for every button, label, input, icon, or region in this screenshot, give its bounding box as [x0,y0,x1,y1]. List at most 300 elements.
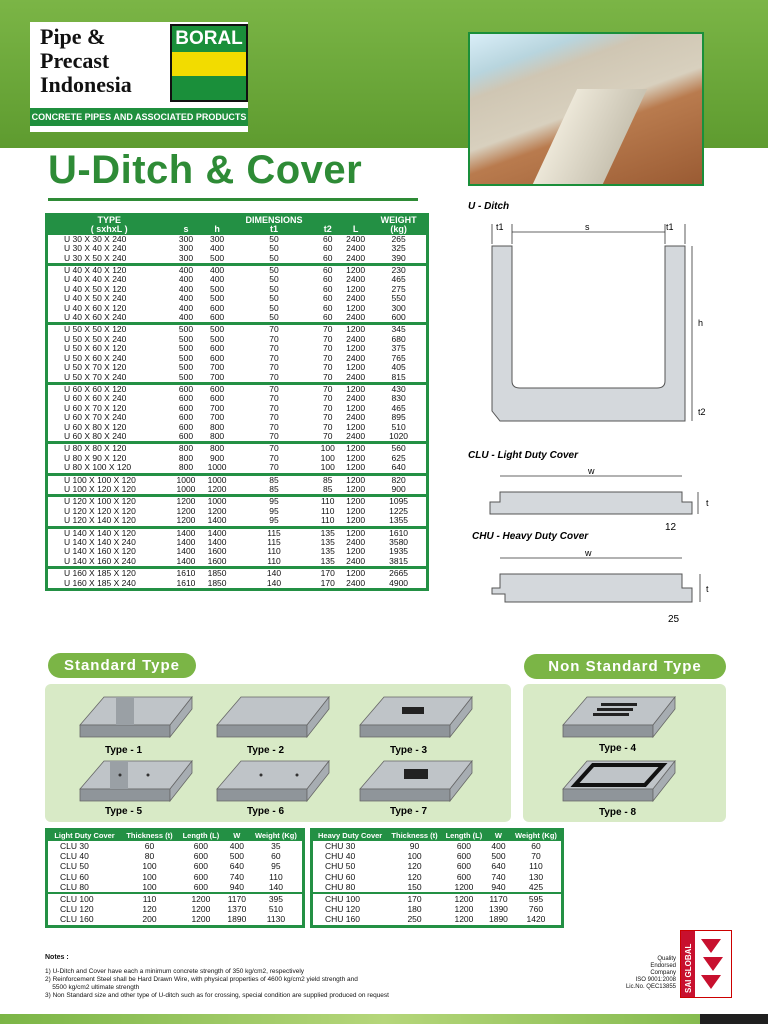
value-cell: 95 [233,496,316,507]
cover-value-cell: 640 [491,861,506,872]
brand-line-1: Pipe & [40,24,106,49]
value-cell: 1400 [176,555,196,566]
value-cell: 1600 [207,555,227,566]
value-cell: 1850 [202,568,233,579]
type-cell: U 120 X 100 X 120 [47,496,171,507]
type-cell: U 50 X 60 X 240 [64,352,127,363]
brand-line-3: Indonesia [40,72,132,97]
value-cell: 1020 [389,430,409,441]
value-cell: 1200 [346,421,366,432]
type-7-label: Type - 7 [390,806,428,817]
value-cell: 1200 [170,496,201,507]
value-cell: 135 [320,555,335,566]
heavy-header-thickness: Thickness (t) [387,830,442,842]
cover-type-cell: CHU 120 [325,904,360,915]
value-cell: 300 [178,252,194,263]
cover-value-cell: 600 [193,841,208,851]
value-cell: 800 [170,443,201,454]
cover-value-cell: 600 [456,871,472,882]
value-cell: 70 [315,324,340,335]
chu-label: CHU - Heavy Duty Cover [472,531,589,542]
value-cell: 1610 [371,527,427,538]
light-cover-row [47,841,304,851]
value-cell: 500 [209,252,225,263]
value-cell: 1000 [202,496,233,507]
col-t1: DIMENSIONS t1 [233,215,316,235]
type-4-illustration [563,697,675,737]
value-cell: 70 [322,412,333,423]
uditch-shape [492,246,685,421]
col-s: s [170,215,201,235]
value-cell: 70 [269,343,279,354]
cover-value-cell: 1200 [442,893,486,904]
value-cell: 500 [209,293,225,304]
type-cell: U 80 X 80 X 120 [47,443,171,454]
cover-value-cell: 400 [491,841,506,851]
value-cell: 895 [391,412,406,423]
boral-logo-text: BORAL [172,26,246,52]
value-cell: 500 [178,352,194,363]
value-cell: 700 [209,412,225,423]
cover-value-cell: 250 [407,914,422,925]
value-cell: 820 [371,474,427,485]
dimension-row [47,579,428,590]
value-cell: 70 [322,352,333,363]
h-label: h [698,318,704,328]
t2-label: t2 [698,407,706,417]
value-cell: 85 [322,483,333,494]
page-title: U-Ditch & Cover [48,148,363,192]
cover-value-cell: 640 [229,861,244,872]
value-cell: 1200 [207,505,227,516]
value-cell: 1355 [389,515,409,526]
value-cell: 1200 [176,515,196,526]
light-header-weight: Weight (Kg) [250,830,304,842]
value-cell: 1200 [346,515,366,526]
cover-value-cell: 80 [144,851,155,862]
value-cell: 400 [178,293,194,304]
cover-type-cell: CHU 50 [325,861,356,872]
type-header: TYPE ( sxhxL ) [47,215,171,235]
value-cell: 70 [322,430,333,441]
value-cell: 1000 [202,474,233,485]
cover-value-cell: 510 [268,904,283,915]
light-cover-row [47,914,304,926]
cover-value-cell: 200 [142,914,157,925]
value-cell: 95 [269,505,279,516]
value-cell: 110 [320,505,335,516]
dimension-row [47,432,428,443]
type-2-illustration [217,697,329,737]
t1-left-label: t1 [496,222,504,232]
value-cell: 135 [315,527,340,538]
type-cell: U 140 X 160 X 240 [64,555,136,566]
value-cell: 800 [209,421,225,432]
value-cell: 70 [233,324,316,335]
cover-value-cell: 170 [387,893,442,904]
value-cell: 1000 [170,474,201,485]
value-cell: 500 [178,371,194,382]
value-cell: 1200 [176,505,196,516]
value-cell: 135 [320,537,335,547]
type-cell: U 30 X 30 X 240 [64,233,127,244]
cover-value-cell: 1170 [224,893,250,904]
cover-type-cell: CLU 50 [60,861,89,872]
value-cell: 1200 [340,496,371,507]
value-cell: 2400 [346,577,366,588]
value-cell: 500 [209,333,225,344]
value-cell: 4900 [389,577,409,588]
cover-type-cell: CLU 60 [60,871,89,882]
value-cell: 70 [322,333,333,344]
value-cell: 1200 [346,302,366,313]
value-cell: 110 [320,515,335,526]
value-cell: 2400 [346,333,366,344]
value-cell: 60 [322,243,333,254]
value-cell: 1200 [340,443,371,454]
value-cell: 600 [178,430,194,441]
value-cell: 400 [202,265,233,276]
cover-value-cell: 100 [142,881,157,892]
cover-value-cell: 35 [271,841,281,851]
cover-type-cell: CHU 80 [325,881,356,892]
cover-type-cell: CHU 160 [325,914,360,925]
light-cover-row [47,861,304,871]
value-cell: 1000 [176,483,196,494]
type-cell: U 50 X 50 X 120 [47,324,171,335]
cover-type-cell: CLU 120 [60,904,94,915]
type-cell: U 60 X 70 X 240 [64,412,127,423]
value-cell: 600 [209,352,225,363]
value-cell: 70 [269,393,279,404]
value-cell: 70 [269,402,279,413]
value-cell: 2400 [346,412,366,423]
dimension-row [47,463,428,474]
type-8-label: Type - 8 [599,807,637,818]
heavy-header-name: Heavy Duty Cover [312,830,388,842]
clu-label: CLU - Light Duty Cover [468,450,578,461]
value-cell: 1200 [346,546,366,557]
type-illustrations [45,684,726,822]
value-cell: 60 [322,274,333,285]
value-cell: 70 [322,343,333,354]
value-cell: 1400 [207,537,227,547]
cover-value-cell: 1170 [486,893,511,904]
type-cell: U 160 X 185 X 240 [64,577,136,588]
note-line: 1) U-Ditch and Cover have each a minimum concrete strength of 350 kg/cm2, respectively [45,968,305,975]
heavy-cover-row [312,861,563,871]
value-cell: 375 [391,343,406,354]
light-cover-row [47,904,304,914]
value-cell: 600 [178,421,194,432]
value-cell: 50 [269,312,279,323]
cover-type-cell: CHU 100 [312,893,388,904]
value-cell: 2665 [371,568,427,579]
value-cell: 1200 [346,462,366,473]
type-cell: U 120 X 140 X 120 [64,515,136,526]
type-cell: U 120 X 120 X 120 [64,505,136,516]
light-cover-row [47,893,304,904]
value-cell: 70 [233,443,316,454]
cover-type-cell: CLU 80 [60,881,89,892]
dimension-row [47,485,428,496]
value-cell: 1200 [346,402,366,413]
light-header-w: W [224,830,250,842]
value-cell: 2400 [346,371,366,382]
type-cell: U 40 X 60 X 240 [64,312,127,323]
value-cell: 830 [391,393,406,404]
type-cell: U 40 X 40 X 240 [64,274,127,285]
value-cell: 900 [391,483,406,494]
value-cell: 70 [269,352,279,363]
value-cell: 1000 [207,462,227,473]
value-cell: 70 [322,393,333,404]
type-cell: U 160 X 185 X 120 [47,568,171,579]
cover-value-cell: 120 [407,861,422,872]
heavy-cover-table [310,828,564,928]
type-cell: U 80 X 100 X 120 [64,462,132,473]
value-cell: 60 [322,312,333,323]
value-cell: 70 [269,362,279,373]
value-cell: 70 [322,421,333,432]
type-cell: U 140 X 140 X 120 [47,527,171,538]
value-cell: 500 [202,324,233,335]
value-cell: 325 [391,243,406,254]
heavy-header-weight: Weight (Kg) [511,830,563,842]
value-cell: 110 [315,496,340,507]
value-cell: 110 [267,555,281,566]
type-cell: U 140 X 140 X 240 [64,537,136,547]
value-cell: 50 [269,233,279,244]
t1-right-label: t1 [666,222,674,232]
cover-value-cell: 120 [407,871,422,882]
value-cell: 1400 [176,546,196,557]
cover-type-cell: CLU 160 [60,914,94,925]
value-cell: 900 [209,452,225,463]
value-cell: 110 [267,546,281,557]
value-cell: 400 [170,265,201,276]
cover-type-cell: CHU 40 [325,851,356,862]
value-cell: 2400 [346,312,366,323]
tagline: CONCRETE PIPES AND ASSOCIATED PRODUCTS [30,108,248,126]
cover-value-cell: 600 [456,851,472,862]
value-cell: 2400 [346,555,366,566]
nonstandard-type-pill: Non Standard Type [524,654,726,679]
clu-w-label: w [588,466,595,476]
cover-value-cell: 425 [528,881,544,892]
cover-value-cell: 110 [269,871,283,882]
brand-name [40,25,175,97]
type-cell: U 50 X 70 X 240 [64,371,127,382]
cover-value-cell: 1370 [227,904,247,915]
value-cell: 1200 [346,505,366,516]
value-cell: 640 [391,462,406,473]
note-line: 3) Non Standard size and other type of U-ditch such as for crossing, special condition are supplied produced on request [45,992,389,999]
cover-value-cell: 940 [491,881,506,892]
value-cell: 170 [320,577,335,588]
light-header-length: Length (L) [178,830,224,842]
uditch-label: U - Ditch [468,201,510,212]
chu-t-label: t [706,584,709,594]
type-1-illustration [80,697,192,737]
s-label: s [585,222,590,232]
cover-type-cell: CHU 60 [325,871,356,882]
cover-value-cell: 600 [193,871,208,882]
heavy-cover-row [312,882,563,893]
heavy-header-w: W [486,830,511,842]
col-h: h [202,215,233,235]
cover-value-cell: 60 [271,851,281,862]
value-cell: 430 [371,383,427,394]
value-cell: 70 [322,371,333,382]
value-cell: 100 [320,452,335,463]
value-cell: 70 [269,462,279,473]
cover-value-cell: 500 [229,851,244,862]
type-4-label: Type - 4 [599,743,637,754]
type-cell: U 60 X 80 X 240 [64,430,127,441]
value-cell: 400 [178,283,194,294]
dimension-row [47,516,428,527]
type-cell: U 60 X 60 X 240 [64,393,127,404]
value-cell: 2400 [346,252,366,263]
value-cell: 115 [233,527,316,538]
type-3-label: Type - 3 [390,745,428,756]
value-cell: 1225 [389,505,409,516]
value-cell: 1095 [371,496,427,507]
value-cell: 500 [178,362,194,373]
cover-value-cell: 600 [193,881,208,892]
col-t2: t2 [315,215,340,235]
cover-type-cell: CLU 30 [60,841,89,851]
value-cell: 2400 [346,293,366,304]
value-cell: 500 [209,283,225,294]
value-cell: 50 [269,302,279,313]
value-cell: 815 [391,371,406,382]
value-cell: 1850 [207,577,227,588]
value-cell: 1200 [346,452,366,463]
light-cover-row [47,851,304,861]
cover-value-cell: 100 [142,861,157,872]
value-cell: 600 [178,412,194,423]
value-cell: 1400 [202,527,233,538]
cover-value-cell: 140 [268,881,283,892]
value-cell: 1200 [346,343,366,354]
value-cell: 625 [391,452,406,463]
cover-value-cell: 1390 [489,904,508,915]
value-cell: 300 [209,233,225,244]
value-cell: 300 [178,243,194,254]
cover-value-cell: 150 [407,881,422,892]
value-cell: 800 [202,443,233,454]
value-cell: 1935 [389,546,409,557]
value-cell: 2400 [346,233,366,244]
value-cell: 70 [269,452,279,463]
chu-edge-label: 25 [668,614,680,625]
cover-value-cell: 1130 [266,914,286,925]
value-cell: 345 [371,324,427,335]
value-cell: 2400 [346,274,366,285]
value-cell: 60 [322,302,333,313]
light-cover-row [47,882,304,893]
value-cell: 550 [391,293,406,304]
value-cell: 600 [209,343,225,354]
value-cell: 50 [269,274,279,285]
sai-global-badge [680,930,732,998]
cover-value-cell: 100 [142,871,157,882]
cover-value-cell: 180 [407,904,422,915]
cover-value-cell: 740 [229,871,244,882]
value-cell: 60 [322,252,333,263]
value-cell: 1200 [340,568,371,579]
clu-edge-label: 12 [665,522,677,533]
value-cell: 85 [233,474,316,485]
value-cell: 1200 [340,265,371,276]
value-cell: 1610 [176,577,196,588]
type-cell: U 80 X 90 X 120 [64,452,127,463]
value-cell: 400 [178,312,194,323]
cover-type-cell: CLU 40 [60,851,89,862]
value-cell: 400 [209,274,225,285]
type-cell: U 60 X 60 X 120 [47,383,171,394]
type-1-label: Type - 1 [105,745,143,756]
value-cell: 1610 [170,568,201,579]
sai-badge-text: SAI GLOBAL [684,943,693,993]
light-header-name: Light Duty Cover [47,830,122,842]
value-cell: 60 [322,293,333,304]
value-cell: 60 [322,283,333,294]
note-line: 2) Reinforcement Steel shall be Hard Drawn Wire, with physical properties of 4600 kg/cm2 yield strength and [45,976,358,983]
type-cell: U 50 X 70 X 120 [64,362,127,373]
brand-line-2: Precast [40,48,110,73]
value-cell: 140 [266,577,282,588]
clu-cover-shape [490,492,692,514]
value-cell: 600 [178,402,194,413]
heavy-cover-row [312,893,563,904]
type-cell: U 60 X 70 X 120 [64,402,127,413]
value-cell: 700 [209,402,225,413]
dimension-row [47,568,428,579]
value-cell: 2400 [346,537,366,547]
value-cell: 800 [178,462,194,473]
type-6-illustration [217,761,329,801]
value-cell: 50 [269,252,279,263]
notes [45,954,605,1000]
chu-cover-shape [492,574,692,602]
light-header-thickness: Thickness (t) [121,830,178,842]
value-cell: 1200 [207,483,227,494]
heavy-cover-row [312,851,563,861]
cover-value-cell: 1420 [526,914,546,925]
heavy-cover-row [312,904,563,914]
type-cell: U 40 X 50 X 240 [64,293,127,304]
col-l: L [340,215,371,235]
cover-value-cell: 110 [121,893,178,904]
value-cell: 2400 [346,430,366,441]
cover-value-cell: 400 [229,841,244,851]
value-cell: 50 [269,283,279,294]
value-cell: 70 [269,421,279,432]
value-cell: 800 [178,452,194,463]
cover-value-cell: 395 [250,893,304,904]
type-cell: U 40 X 60 X 120 [64,302,127,313]
type-cell: U 30 X 40 X 240 [64,243,127,254]
value-cell: 1400 [207,515,227,526]
value-cell: 500 [178,343,194,354]
cover-value-cell: 600 [193,851,208,862]
value-cell: 3580 [389,537,409,547]
cover-value-cell: 595 [511,893,563,904]
heavy-header-length: Length (L) [442,830,486,842]
